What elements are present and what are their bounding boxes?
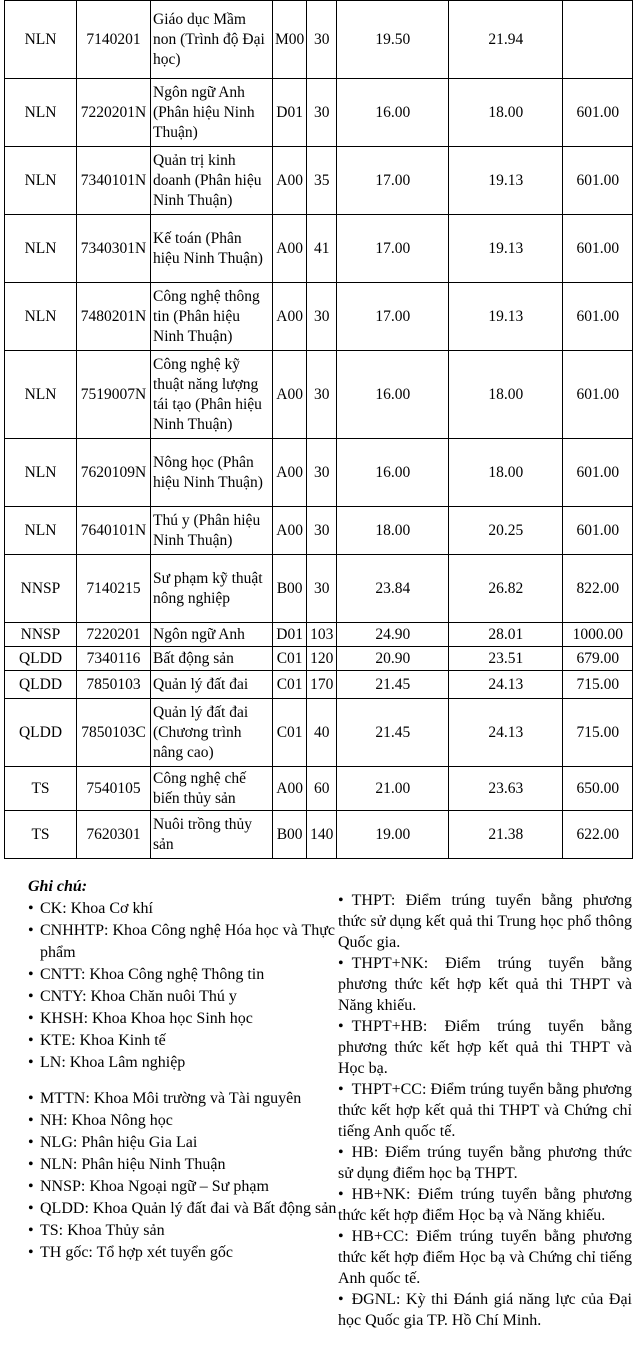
combo-cell: A00 xyxy=(273,767,307,811)
thpt-score-cell: 19.50 xyxy=(337,1,449,79)
bullet: • xyxy=(28,922,34,939)
combo-cell: C01 xyxy=(273,647,307,671)
abbreviation-text: NLG: Phân hiệu Gia Lai xyxy=(40,1134,198,1151)
unit-cell: NLN xyxy=(5,283,77,351)
abbreviation-text: QLDD: Khoa Quản lý đất đai và Bất động sản xyxy=(40,1200,337,1217)
thpt-score-cell: 17.00 xyxy=(337,283,449,351)
abbreviation-text: CNTT: Khoa Công nghệ Thông tin xyxy=(40,966,265,983)
combo-cell: D01 xyxy=(273,623,307,647)
method-item xyxy=(338,1079,632,1142)
quota-cell: 140 xyxy=(307,811,337,859)
abbreviation-item xyxy=(28,1088,346,1110)
abbreviation-item xyxy=(28,898,346,920)
dgnl-score-cell xyxy=(563,1,633,79)
method-text: THPT+CC: Điểm trúng tuyển bằng phương thức kết hợp kết quả thi THPT và Chứng chỉ tiếng Anh quốc tế. xyxy=(338,1081,632,1140)
bullet: • xyxy=(28,1178,34,1195)
hb-score-cell: 20.25 xyxy=(449,507,563,555)
method-text: THPT+NK: Điểm trúng tuyển bằng phương thức kết hợp kết quả thi THPT và Năng khiếu. xyxy=(338,955,632,1014)
bullet: • xyxy=(338,955,344,972)
bullet: • xyxy=(338,1144,344,1161)
major-cell: Kế toán (Phân hiệu Ninh Thuận) xyxy=(151,215,273,283)
unit-cell: NLN xyxy=(5,439,77,507)
major-cell: Giáo dục Mầm non (Trình độ Đại học) xyxy=(151,1,273,79)
abbreviation-text: NNSP: Khoa Ngoại ngữ – Sư phạm xyxy=(40,1178,269,1195)
quota-cell: 120 xyxy=(307,647,337,671)
method-item xyxy=(338,890,632,953)
table-row xyxy=(5,811,633,859)
combo-cell: B00 xyxy=(273,555,307,623)
abbreviation-item xyxy=(28,1132,346,1154)
unit-cell: TS xyxy=(5,767,77,811)
hb-score-cell: 18.00 xyxy=(449,351,563,439)
code-cell: 7340116 xyxy=(77,647,151,671)
combo-cell: A00 xyxy=(273,439,307,507)
dgnl-score-cell: 679.00 xyxy=(563,647,633,671)
quota-cell: 103 xyxy=(307,623,337,647)
table-row xyxy=(5,555,633,623)
method-item xyxy=(338,1226,632,1289)
thpt-score-cell: 17.00 xyxy=(337,215,449,283)
abbreviation-item xyxy=(28,1198,346,1220)
table-row xyxy=(5,147,633,215)
dgnl-score-cell: 601.00 xyxy=(563,215,633,283)
thpt-score-cell: 16.00 xyxy=(337,351,449,439)
combo-cell: M00 xyxy=(273,1,307,79)
hb-score-cell: 19.13 xyxy=(449,283,563,351)
abbreviation-text: NLN: Phân hiệu Ninh Thuận xyxy=(40,1156,226,1173)
code-cell: 7140215 xyxy=(77,555,151,623)
abbreviation-text: MTTN: Khoa Môi trường và Tài nguyên xyxy=(40,1090,302,1107)
quota-cell: 30 xyxy=(307,79,337,147)
unit-cell: NLN xyxy=(5,1,77,79)
unit-cell: NLN xyxy=(5,351,77,439)
hb-score-cell: 24.13 xyxy=(449,699,563,767)
code-cell: 7220201 xyxy=(77,623,151,647)
dgnl-score-cell: 1000.00 xyxy=(563,623,633,647)
code-cell: 7340301N xyxy=(77,215,151,283)
abbreviation-text: TS: Khoa Thủy sản xyxy=(40,1222,165,1239)
unit-cell: NLN xyxy=(5,507,77,555)
table-row xyxy=(5,671,633,699)
bullet: • xyxy=(28,1134,34,1151)
abbreviation-item xyxy=(28,1008,346,1030)
major-cell: Ngôn ngữ Anh xyxy=(151,623,273,647)
dgnl-score-cell: 715.00 xyxy=(563,699,633,767)
abbreviation-text: KHSH: Khoa Khoa học Sinh học xyxy=(40,1010,253,1027)
dgnl-score-cell: 715.00 xyxy=(563,671,633,699)
method-item xyxy=(338,1142,632,1184)
thpt-score-cell: 24.90 xyxy=(337,623,449,647)
major-cell: Nuôi trồng thủy sản xyxy=(151,811,273,859)
table-row xyxy=(5,351,633,439)
notes-title: Ghi chú: xyxy=(28,878,88,895)
major-cell: Thú y (Phân hiệu Ninh Thuận) xyxy=(151,507,273,555)
combo-cell: B00 xyxy=(273,811,307,859)
method-text: HB+NK: Điểm trúng tuyển bằng phương thức kết hợp điểm Học bạ và Năng khiếu. xyxy=(338,1186,632,1224)
combo-cell: A00 xyxy=(273,351,307,439)
major-cell: Công nghệ chế biến thủy sản xyxy=(151,767,273,811)
thpt-score-cell: 16.00 xyxy=(337,79,449,147)
dgnl-score-cell: 601.00 xyxy=(563,507,633,555)
combo-cell: C01 xyxy=(273,671,307,699)
method-text: ĐGNL: Kỳ thi Đánh giá năng lực của Đại học Quốc gia TP. Hồ Chí Minh. xyxy=(338,1291,632,1329)
hb-score-cell: 28.01 xyxy=(449,623,563,647)
thpt-score-cell: 23.84 xyxy=(337,555,449,623)
hb-score-cell: 19.13 xyxy=(449,215,563,283)
abbreviation-text: CK: Khoa Cơ khí xyxy=(40,900,153,917)
quota-cell: 35 xyxy=(307,147,337,215)
table-row xyxy=(5,439,633,507)
bullet: • xyxy=(28,966,34,983)
method-item xyxy=(338,953,632,1016)
quota-cell: 170 xyxy=(307,671,337,699)
bullet: • xyxy=(28,900,34,917)
bullet: • xyxy=(28,1244,34,1261)
unit-cell: QLDD xyxy=(5,671,77,699)
unit-cell: NNSP xyxy=(5,623,77,647)
dgnl-score-cell: 601.00 xyxy=(563,147,633,215)
dgnl-score-cell: 601.00 xyxy=(563,79,633,147)
table-row xyxy=(5,507,633,555)
thpt-score-cell: 18.00 xyxy=(337,507,449,555)
thpt-score-cell: 16.00 xyxy=(337,439,449,507)
method-text: THPT: Điểm trúng tuyển bằng phương thức sử dụng kết quả thi Trung học phổ thông Quốc gia. xyxy=(338,892,632,951)
code-cell: 7220201N xyxy=(77,79,151,147)
quota-cell: 30 xyxy=(307,555,337,623)
code-cell: 7620109N xyxy=(77,439,151,507)
dgnl-score-cell: 601.00 xyxy=(563,283,633,351)
notes-abbreviations xyxy=(28,898,346,1264)
bullet: • xyxy=(338,1228,344,1245)
code-cell: 7850103 xyxy=(77,671,151,699)
method-text: THPT+HB: Điểm trúng tuyển bằng phương thức kết hợp kết quả thi THPT và Học bạ. xyxy=(338,1018,632,1077)
hb-score-cell: 23.63 xyxy=(449,767,563,811)
method-text: HB: Điểm trúng tuyển bằng phương thức sử dụng điểm học bạ THPT. xyxy=(338,1144,632,1182)
table-row xyxy=(5,79,633,147)
table-row xyxy=(5,1,633,79)
unit-cell: NLN xyxy=(5,215,77,283)
bullet: • xyxy=(338,892,344,909)
major-cell: Quản lý đất đai xyxy=(151,671,273,699)
notes-methods xyxy=(338,890,632,1331)
major-cell: Quản lý đất đai (Chương trình nâng cao) xyxy=(151,699,273,767)
quota-cell: 30 xyxy=(307,283,337,351)
table-row xyxy=(5,647,633,671)
bullet: • xyxy=(28,1090,34,1107)
abbreviation-item xyxy=(28,1154,346,1176)
bullet: • xyxy=(28,1156,34,1173)
major-cell: Ngôn ngữ Anh (Phân hiệu Ninh Thuận) xyxy=(151,79,273,147)
bullet: • xyxy=(338,1018,344,1035)
abbreviation-text: LN: Khoa Lâm nghiệp xyxy=(40,1054,186,1071)
hb-score-cell: 23.51 xyxy=(449,647,563,671)
method-text: HB+CC: Điểm trúng tuyển bằng phương thức kết hợp điểm Học bạ và Chứng chỉ tiếng Anh quốc tế. xyxy=(338,1228,632,1287)
bullet: • xyxy=(338,1081,344,1098)
abbreviation-text: CNHHTP: Khoa Công nghệ Hóa học và Thực phẩm xyxy=(40,922,335,961)
code-cell: 7480201N xyxy=(77,283,151,351)
abbreviation-item xyxy=(28,920,346,964)
combo-cell: D01 xyxy=(273,79,307,147)
dgnl-score-cell: 822.00 xyxy=(563,555,633,623)
abbreviation-text: NH: Khoa Nông học xyxy=(40,1112,173,1129)
unit-cell: QLDD xyxy=(5,647,77,671)
major-cell: Công nghệ kỹ thuật năng lượng tái tạo (Phân hiệu Ninh Thuận) xyxy=(151,351,273,439)
bullet: • xyxy=(28,1054,34,1071)
abbreviation-text: KTE: Khoa Kinh tế xyxy=(40,1032,166,1049)
table-row xyxy=(5,767,633,811)
dgnl-score-cell: 622.00 xyxy=(563,811,633,859)
table-row xyxy=(5,699,633,767)
quota-cell: 30 xyxy=(307,507,337,555)
code-cell: 7540105 xyxy=(77,767,151,811)
hb-score-cell: 21.94 xyxy=(449,1,563,79)
code-cell: 7640101N xyxy=(77,507,151,555)
combo-cell: A00 xyxy=(273,215,307,283)
quota-cell: 30 xyxy=(307,351,337,439)
abbreviation-item xyxy=(28,1110,346,1132)
table-row xyxy=(5,623,633,647)
major-cell: Bất động sản xyxy=(151,647,273,671)
dgnl-score-cell: 601.00 xyxy=(563,351,633,439)
dgnl-score-cell: 601.00 xyxy=(563,439,633,507)
bullet: • xyxy=(28,1032,34,1049)
abbreviation-item xyxy=(28,1030,346,1052)
code-cell: 7519007N xyxy=(77,351,151,439)
bullet: • xyxy=(338,1291,344,1308)
abbreviation-list-1 xyxy=(28,898,346,1074)
thpt-score-cell: 21.00 xyxy=(337,767,449,811)
table-body xyxy=(5,1,633,859)
combo-cell: A00 xyxy=(273,147,307,215)
major-cell: Nông học (Phân hiệu Ninh Thuận) xyxy=(151,439,273,507)
thpt-score-cell: 21.45 xyxy=(337,671,449,699)
hb-score-cell: 18.00 xyxy=(449,79,563,147)
method-item xyxy=(338,1289,632,1331)
bullet: • xyxy=(28,1010,34,1027)
table-row xyxy=(5,283,633,351)
abbreviation-text: TH gốc: Tổ hợp xét tuyển gốc xyxy=(40,1244,234,1261)
quota-cell: 30 xyxy=(307,439,337,507)
dgnl-score-cell: 650.00 xyxy=(563,767,633,811)
quota-cell: 41 xyxy=(307,215,337,283)
thpt-score-cell: 21.45 xyxy=(337,699,449,767)
method-item xyxy=(338,1016,632,1079)
combo-cell: C01 xyxy=(273,699,307,767)
quota-cell: 60 xyxy=(307,767,337,811)
abbreviation-item xyxy=(28,964,346,986)
code-cell: 7140201 xyxy=(77,1,151,79)
major-cell: Quản trị kinh doanh (Phân hiệu Ninh Thuận) xyxy=(151,147,273,215)
hb-score-cell: 26.82 xyxy=(449,555,563,623)
thpt-score-cell: 20.90 xyxy=(337,647,449,671)
admission-scores-table xyxy=(4,0,633,859)
major-cell: Công nghệ thông tin (Phân hiệu Ninh Thuận) xyxy=(151,283,273,351)
thpt-score-cell: 19.00 xyxy=(337,811,449,859)
unit-cell: TS xyxy=(5,811,77,859)
hb-score-cell: 24.13 xyxy=(449,671,563,699)
major-cell: Sư phạm kỹ thuật nông nghiệp xyxy=(151,555,273,623)
table-row xyxy=(5,215,633,283)
quota-cell: 40 xyxy=(307,699,337,767)
abbreviation-item xyxy=(28,1052,346,1074)
hb-score-cell: 19.13 xyxy=(449,147,563,215)
code-cell: 7850103C xyxy=(77,699,151,767)
bullet: • xyxy=(28,1222,34,1239)
hb-score-cell: 18.00 xyxy=(449,439,563,507)
abbreviation-text: CNTY: Khoa Chăn nuôi Thú y xyxy=(40,988,237,1005)
abbreviation-item xyxy=(28,1220,346,1242)
abbreviation-list-2 xyxy=(28,1088,346,1264)
abbreviation-item xyxy=(28,1242,346,1264)
bullet: • xyxy=(28,1112,34,1129)
code-cell: 7340101N xyxy=(77,147,151,215)
thpt-score-cell: 17.00 xyxy=(337,147,449,215)
bullet: • xyxy=(28,1200,34,1217)
unit-cell: NLN xyxy=(5,79,77,147)
hb-score-cell: 21.38 xyxy=(449,811,563,859)
bullet: • xyxy=(338,1186,344,1203)
unit-cell: QLDD xyxy=(5,699,77,767)
abbreviation-item xyxy=(28,986,346,1008)
combo-cell: A00 xyxy=(273,283,307,351)
combo-cell: A00 xyxy=(273,507,307,555)
code-cell: 7620301 xyxy=(77,811,151,859)
bullet: • xyxy=(28,988,34,1005)
unit-cell: NNSP xyxy=(5,555,77,623)
method-item xyxy=(338,1184,632,1226)
quota-cell: 30 xyxy=(307,1,337,79)
abbreviation-item xyxy=(28,1176,346,1198)
unit-cell: NLN xyxy=(5,147,77,215)
